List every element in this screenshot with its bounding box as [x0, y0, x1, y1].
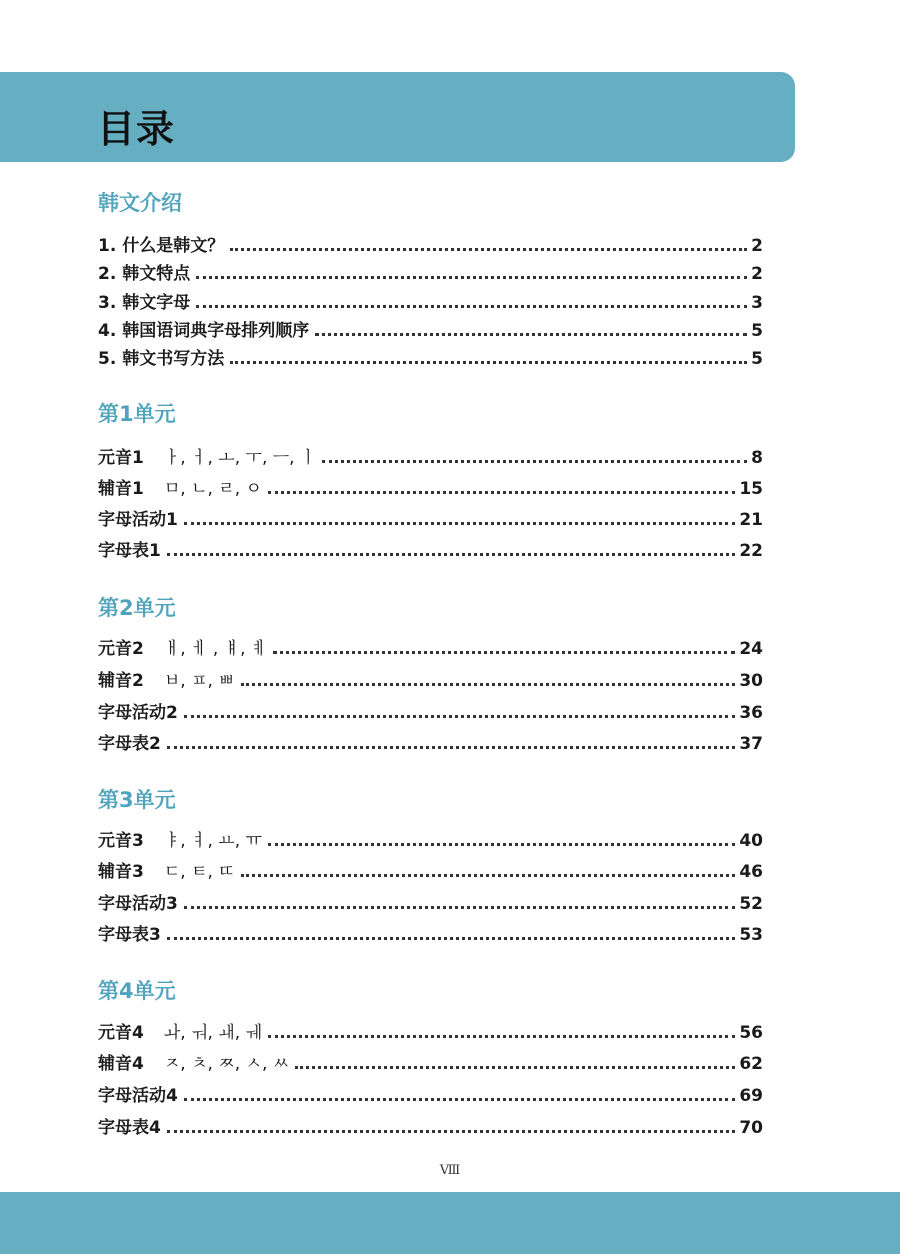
toc-entry-page: 36 [739, 703, 763, 723]
toc-entry[interactable] [98, 890, 763, 914]
dot-leader [273, 651, 735, 654]
toc-entry-page: 62 [739, 1054, 763, 1074]
toc-entry[interactable] [98, 858, 763, 882]
toc-entry-page: 56 [739, 1023, 763, 1043]
toc-entry-label: 2. 韩文特点 [98, 264, 191, 284]
toc-entry[interactable] [98, 317, 763, 341]
page-title: 目录 [97, 107, 176, 151]
toc-entry-label: 字母活动1 [98, 510, 178, 530]
toc-entry-label: 辅音4 [98, 1054, 144, 1074]
dot-leader [241, 683, 736, 686]
toc-entry-label: 1. 什么是韩文？ [98, 236, 225, 256]
toc-entry-label: 元音4 [98, 1023, 144, 1043]
toc-entry-letters: ㅐ, ㅔ , ㅒ, ㅖ [163, 639, 268, 659]
dot-leader [184, 906, 735, 909]
toc-entry-page: 22 [739, 541, 763, 561]
toc-entry[interactable] [98, 730, 763, 754]
toc-entry-page: 15 [739, 479, 763, 499]
toc-entry[interactable] [98, 1114, 763, 1138]
toc-entry-label: 元音1 [98, 448, 144, 468]
toc-entry[interactable] [98, 667, 763, 691]
toc-entry-label: 字母表1 [98, 541, 161, 561]
toc-entry-page: 2 [751, 264, 763, 284]
dot-leader [167, 553, 735, 556]
toc-entry[interactable] [98, 1019, 763, 1043]
dot-leader [167, 746, 735, 749]
toc-entry[interactable] [98, 345, 763, 369]
section-heading: 第3单元 [98, 788, 176, 812]
toc-entry[interactable] [98, 635, 763, 659]
toc-entry[interactable] [98, 260, 763, 284]
toc-entry-page: 52 [739, 894, 763, 914]
dot-leader [167, 1130, 735, 1133]
dot-leader [184, 522, 735, 525]
dot-leader [268, 1035, 735, 1038]
toc-entry-label: 元音3 [98, 831, 144, 851]
toc-entry[interactable] [98, 537, 763, 561]
dot-leader [196, 276, 747, 279]
dot-leader [322, 460, 747, 463]
toc-entry-letters: ㅑ, ㅕ, ㅛ, ㅠ [163, 831, 262, 851]
toc-entry[interactable] [98, 232, 763, 256]
toc-entry-label: 字母表4 [98, 1118, 161, 1138]
toc-entry-page: 21 [739, 510, 763, 530]
toc-entry-page: 40 [739, 831, 763, 851]
toc-entry-letters: ㅁ, ㄴ, ㄹ, ㅇ [163, 479, 262, 499]
toc-entry-page: 2 [751, 236, 763, 256]
section-heading: 第4单元 [98, 979, 176, 1003]
toc-entry[interactable] [98, 1050, 763, 1074]
section-heading: 第1单元 [98, 402, 176, 426]
toc-entry[interactable] [98, 921, 763, 945]
toc-entry[interactable] [98, 1082, 763, 1106]
toc-entry-letters: ㄷ, ㅌ, ㄸ [163, 862, 235, 882]
dot-leader [230, 248, 747, 251]
dot-leader [196, 305, 747, 308]
dot-leader [315, 333, 747, 336]
toc-entry-page: 24 [739, 639, 763, 659]
toc-entry[interactable] [98, 444, 763, 468]
dot-leader [167, 937, 735, 940]
page-number: Ⅷ [439, 1163, 461, 1178]
toc-entry-page: 53 [739, 925, 763, 945]
dot-leader [184, 715, 735, 718]
toc-entry-page: 30 [739, 671, 763, 691]
toc-entry[interactable] [98, 506, 763, 530]
toc-entry[interactable] [98, 699, 763, 723]
toc-entry-page: 69 [739, 1086, 763, 1106]
toc-entry-page: 3 [751, 293, 763, 313]
toc-entry-page: 46 [739, 862, 763, 882]
toc-entry-label: 辅音1 [98, 479, 144, 499]
section-heading: 第2单元 [98, 596, 176, 620]
toc-entry-page: 5 [751, 349, 763, 369]
toc-entry-label: 辅音2 [98, 671, 144, 691]
toc-entry[interactable] [98, 289, 763, 313]
header-band [0, 72, 795, 162]
toc-entry-label: 4. 韩国语词典字母排列顺序 [98, 321, 310, 341]
toc-entry-page: 70 [739, 1118, 763, 1138]
toc-entry-label: 字母表3 [98, 925, 161, 945]
toc-entry-letters: ㅂ, ㅍ, ㅃ [163, 671, 235, 691]
toc-entry-label: 辅音3 [98, 862, 144, 882]
toc-entry-label: 字母活动3 [98, 894, 178, 914]
dot-leader [184, 1098, 735, 1101]
toc-entry-label: 字母活动2 [98, 703, 178, 723]
dot-leader [295, 1066, 735, 1069]
toc-entry-label: 5. 韩文书写方法 [98, 349, 225, 369]
toc-entry-label: 元音2 [98, 639, 144, 659]
toc-entry-page: 8 [751, 448, 763, 468]
toc-entry-page: 37 [739, 734, 763, 754]
dot-leader [241, 874, 736, 877]
toc-entry-label: 字母表2 [98, 734, 161, 754]
toc-entry[interactable] [98, 827, 763, 851]
toc-entry-letters: ㅈ, ㅊ, ㅉ, ㅅ, ㅆ [163, 1054, 290, 1074]
dot-leader [230, 361, 747, 364]
footer-band [0, 1192, 900, 1254]
toc-entry-label: 3. 韩文字母 [98, 293, 191, 313]
toc-entry-page: 5 [751, 321, 763, 341]
section-heading: 韩文介绍 [98, 191, 182, 215]
toc-entry-label: 字母活动4 [98, 1086, 178, 1106]
toc-entry[interactable] [98, 475, 763, 499]
toc-entry-letters: ㅏ, ㅓ, ㅗ, ㅜ, ㅡ, ㅣ [163, 448, 317, 468]
dot-leader [268, 843, 735, 846]
toc-entry-letters: ㅘ, ㅝ, ㅙ, ㅞ [163, 1023, 262, 1043]
dot-leader [268, 491, 735, 494]
